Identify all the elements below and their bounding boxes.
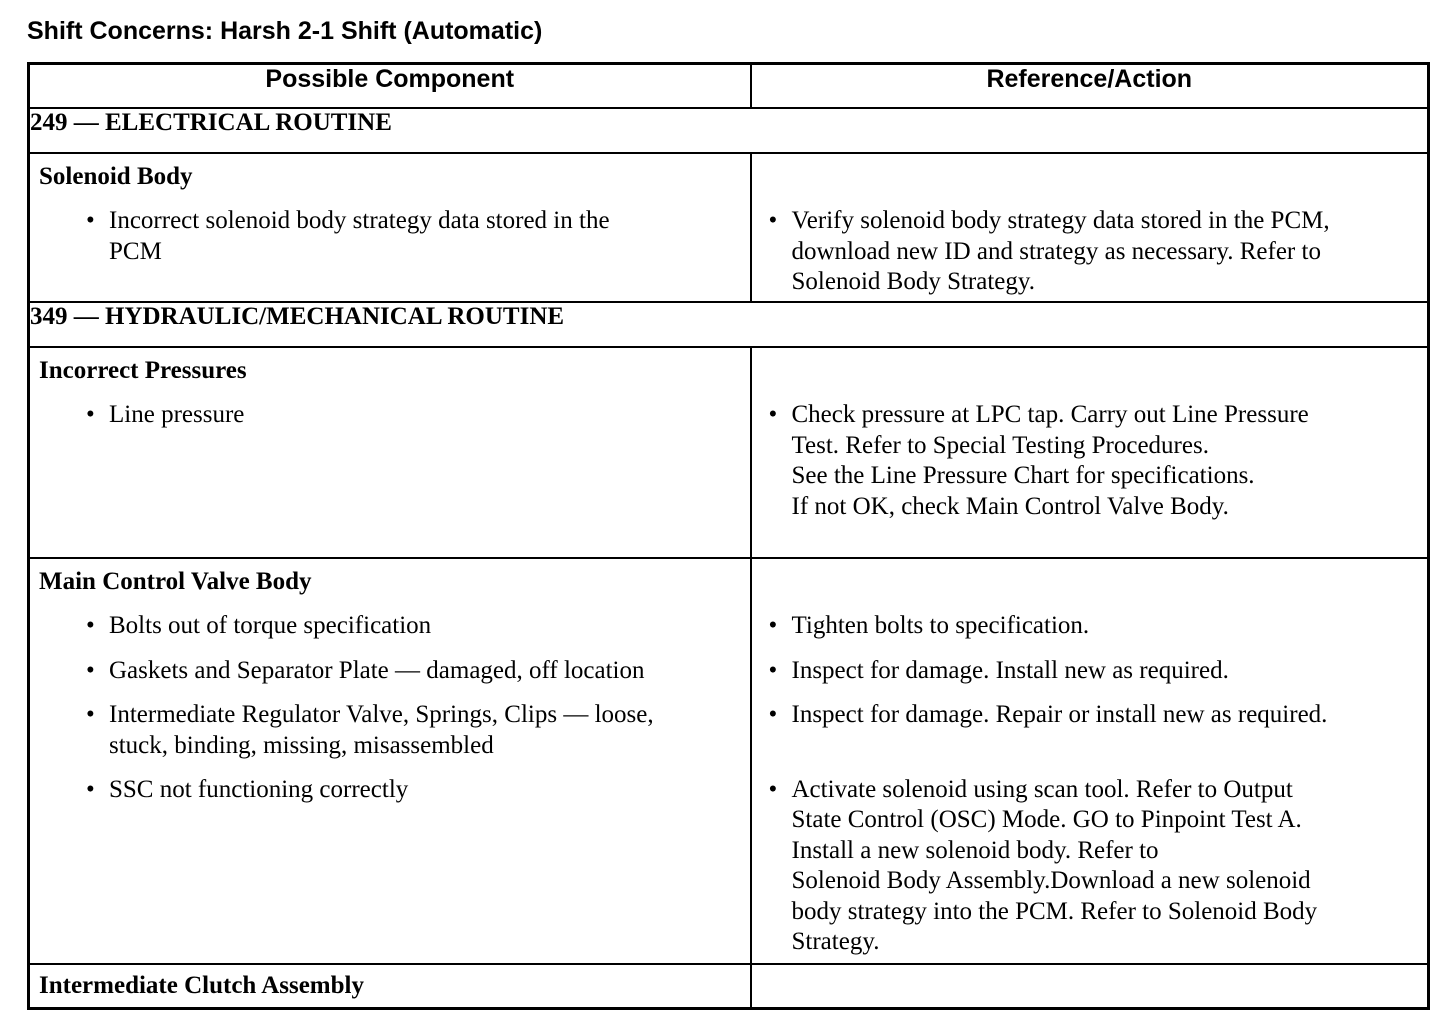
component-cell [29, 558, 751, 964]
routine-row [29, 108, 1429, 153]
bullet-icon: • [768, 612, 778, 639]
action-list [752, 400, 1428, 522]
action-cell [751, 558, 1429, 964]
list-item: • Inspect for damage. Install new as required. [792, 656, 1416, 687]
bullet-icon: • [86, 401, 95, 428]
bullet-icon: • [768, 775, 778, 803]
bullet-icon: • [86, 207, 95, 234]
header-reference-action: Reference/Action [751, 64, 1429, 109]
component-cell [29, 964, 751, 1008]
bullet-icon: • [768, 701, 778, 728]
list-item: • Inspect for damage. Repair or install new as required. [792, 700, 1416, 731]
component-list [30, 611, 750, 806]
routine-heading: 349 — HYDRAULIC/MECHANICAL ROUTINE [29, 302, 1429, 347]
group-row [29, 153, 1429, 302]
bullet-icon: • [768, 207, 778, 234]
bullet-icon: • [768, 401, 778, 428]
bullet-icon: • [86, 776, 95, 803]
header-possible-component: Possible Component [29, 64, 751, 109]
table-header-row [29, 64, 1429, 109]
shift-concerns-table [27, 62, 1430, 1010]
component-list [30, 400, 750, 431]
group-title: Intermediate Clutch Assembly [39, 972, 364, 999]
list-item: • Incorrect solenoid body strategy data stored in the PCM [86, 207, 610, 265]
list-item: • Gaskets and Separator Plate — damaged, off location [109, 656, 738, 687]
action-list [752, 206, 1428, 298]
group-row [29, 964, 1429, 1008]
list-item: • SSC not functioning correctly [109, 775, 738, 806]
routine-row [29, 302, 1429, 347]
component-list [30, 206, 750, 267]
component-cell [29, 153, 751, 302]
bullet-icon: • [768, 656, 778, 684]
list-item: • Line pressure [109, 400, 738, 431]
list-item: • Check pressure at LPC tap. Carry out Line Pressure Test. Refer to Special Testing Procedures. See the Line Pressure Chart for specifications. If not OK, check Main Control Valve Body. [768, 401, 1309, 520]
list-item: • Bolts out of torque specification [109, 611, 738, 642]
component-cell [29, 347, 751, 558]
list-item: • Intermediate Regulator Valve, Springs, Clips — loose, stuck, binding, missing, misassembled [86, 701, 654, 759]
group-row [29, 347, 1429, 558]
routine-heading: 249 — ELECTRICAL ROUTINE [29, 108, 1429, 153]
page-title: Shift Concerns: Harsh 2-1 Shift (Automatic) [27, 17, 543, 45]
action-cell [751, 347, 1429, 558]
action-cell [751, 964, 1429, 1008]
group-title: Incorrect Pressures [39, 357, 247, 384]
group-row [29, 558, 1429, 964]
action-list [752, 611, 1428, 958]
list-item: • Verify solenoid body strategy data stored in the PCM, download new ID and strategy as necessary. Refer to Solenoid Body Strategy. [768, 207, 1330, 295]
bullet-icon: • [86, 656, 95, 684]
group-title: Solenoid Body [39, 163, 193, 190]
list-item: • Tighten bolts to specification. [792, 611, 1416, 642]
bullet-icon: • [86, 701, 95, 728]
action-cell [751, 153, 1429, 302]
bullet-icon: • [86, 612, 95, 639]
group-title: Main Control Valve Body [39, 568, 312, 595]
list-item: • Activate solenoid using scan tool. Refer to Output State Control (OSC) Mode. GO to Pinpoint Test A. Install a new solenoid body. Refer to Solenoid Body Assembly.Download a new solenoid body strategy into the PCM. Refer to Solenoid Body Strategy. [768, 775, 1318, 955]
